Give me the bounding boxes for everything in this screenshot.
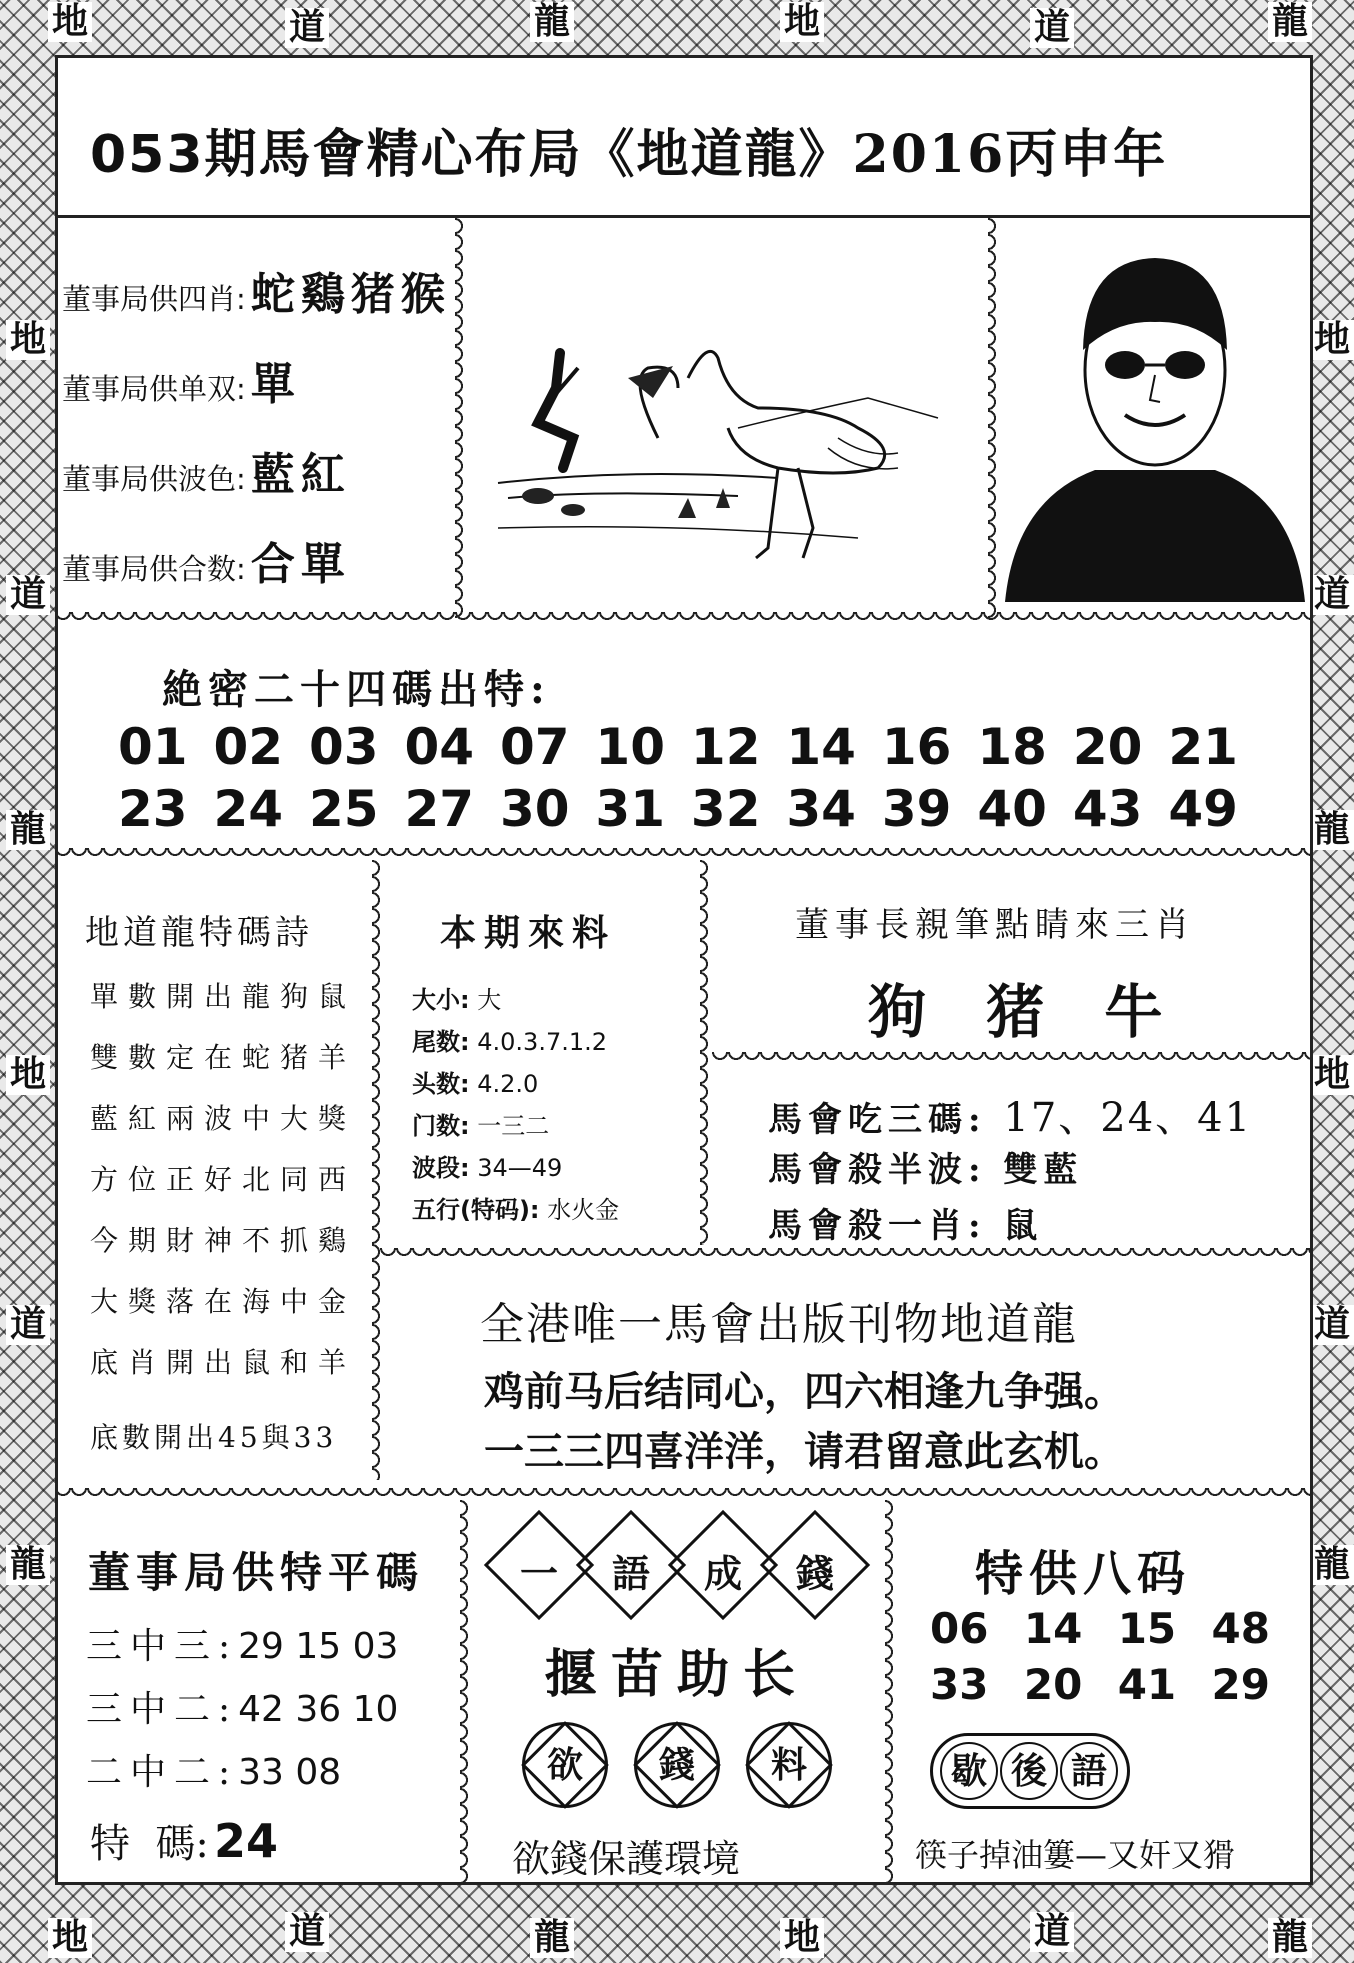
wavy-divider [885,1500,901,1885]
number: 43 [1072,780,1143,838]
poem-line: 大獎落在海中金 [90,1285,357,1318]
number: 29 [1211,1660,1270,1709]
portrait-photo [1005,250,1305,602]
poem-line: 底數開出45與33 [90,1421,338,1454]
border-char-left-4: 地 [6,1055,50,1095]
current-row [412,980,501,1015]
current-label: 大小: [412,986,470,1014]
circle-char: 料 [770,1744,807,1786]
circle-badge [522,1722,608,1808]
number: 12 [690,718,761,776]
number: 20 [1023,1660,1083,1709]
diamond-char: 錢 [795,1551,834,1596]
horse-value: 17、24、41 [1003,1095,1253,1141]
saying-text: 筷子掉油簍—又奸又猾 [915,1836,1236,1874]
number: 48 [1211,1604,1270,1653]
current-value: 一三二 [477,1112,550,1140]
wavy-divider [55,848,1313,864]
horse-label: 馬會殺一肖: [768,1206,987,1246]
current-label: 五行(特码): [412,1196,540,1224]
poem-line: 藍紅兩波中大獎 [90,1102,357,1135]
poem-line: 雙數定在蛇猪羊 [90,1041,357,1074]
board-value: 單 [250,359,301,410]
number: 34 [786,780,856,838]
border-char-top-2: 道 [285,8,329,48]
secret-numbers-row-1 [118,718,1238,776]
number: 32 [690,780,761,838]
board-row [62,528,351,592]
border-char-top-6: 龍 [1268,2,1312,42]
crane-illustration [478,228,978,608]
number: 03 [308,718,379,776]
border-char-bottom-4: 地 [780,1918,824,1958]
number: 30 [499,780,570,838]
circle-char: 欲 [546,1744,583,1786]
riddle-footer: 欲錢保護環境 [512,1837,741,1881]
flat-value: 29 15 03 [238,1626,399,1667]
number: 10 [595,718,666,776]
slogan-line-2: 鸡前马后结同心，四六相逢九争强。 [484,1369,1124,1415]
number: 33 [930,1660,989,1709]
issue-number: 053 [90,125,205,185]
wavy-divider [55,1488,1313,1504]
current-row [412,1064,538,1099]
flat-value: 33 08 [238,1752,342,1793]
number: 31 [595,780,666,838]
number: 20 [1072,718,1143,776]
horse-value: 雙藍 [1003,1150,1084,1190]
poem-line: 單數開出龍狗鼠 [90,980,357,1013]
current-value: 4.0.3.7.1.2 [477,1028,608,1056]
flat-label: 三中二: [86,1689,239,1730]
border-char-right-5: 道 [1310,1305,1354,1345]
border-char-left-5: 道 [6,1305,50,1345]
number: 14 [1023,1604,1083,1653]
chairman-title: 董事長親筆點睛來三肖 [795,905,1195,945]
slogan-line-3: 一三三四喜洋洋，请君留意此玄机。 [484,1429,1124,1475]
board-label: 董事局供四肖: [62,282,246,316]
border-char-bottom-2: 道 [285,1912,329,1952]
board-value: 藍紅 [250,449,351,500]
flat-row [86,1618,398,1669]
board-row [62,258,451,322]
secret-title: 絶密二十四碼出特: [162,666,551,713]
number: 18 [977,718,1047,776]
number: 49 [1168,780,1238,838]
current-label: 尾数: [412,1028,470,1056]
chairman-animals: 狗 猪 牛 [868,978,1183,1046]
number: 25 [308,780,379,838]
number: 07 [499,718,570,776]
border-char-right-1: 地 [1310,320,1354,360]
flat-row [86,1744,341,1795]
circle-badge [746,1722,832,1808]
number: 24 [213,780,284,838]
border-char-bottom-6: 龍 [1268,1918,1312,1958]
horse-label: 馬會殺半波: [768,1150,987,1190]
horse-row [768,1086,1252,1143]
poem-line: 底肖開出鼠和羊 [90,1346,357,1379]
riddle-phrase: 揠苗助长 [545,1644,810,1705]
current-row [412,1022,607,1057]
current-value: 大 [477,986,502,1014]
eight-row-2 [930,1660,1270,1709]
border-char-left-6: 龍 [6,1545,50,1585]
board-value: 蛇鷄猪猴 [250,269,451,320]
flat-value: 42 36 10 [238,1689,399,1730]
board-label: 董事局供单双: [62,372,246,406]
number: 27 [404,780,475,838]
border-char-right-2: 道 [1310,575,1354,615]
number: 02 [213,718,284,776]
wavy-divider [455,218,471,618]
number: 40 [977,780,1047,838]
wavy-divider [988,218,1004,618]
wavy-divider [712,1052,1313,1068]
circle-badge [634,1722,720,1808]
diamond-char: 語 [611,1551,650,1596]
flat-row [86,1681,398,1732]
board-label: 董事局供波色: [62,462,246,496]
eight-title: 特供八码 [975,1546,1192,1602]
border-char-left-1: 地 [6,320,50,360]
wavy-divider [372,860,388,1480]
number: 41 [1117,1660,1177,1709]
current-row [412,1148,562,1183]
current-row [412,1106,549,1141]
number: 21 [1168,718,1238,776]
horse-value: 鼠 [1003,1206,1044,1246]
poem-line: 今期財神不抓鷄 [90,1224,357,1257]
wavy-divider [460,1500,476,1885]
border-char-top-1: 地 [48,2,92,42]
board-row [62,348,301,412]
flat-label: 三中三: [86,1626,239,1667]
border-char-top-3: 龍 [530,2,574,42]
board-row [62,438,351,502]
current-label: 门数: [412,1112,470,1140]
board-label: 董事局供合数: [62,552,246,586]
border-char-right-6: 龍 [1310,1545,1354,1585]
number: 06 [930,1604,989,1653]
page-title [90,112,1167,187]
special-value: 24 [214,1814,279,1868]
border-char-bottom-3: 龍 [530,1918,574,1958]
oval-char: 語 [1060,1742,1118,1800]
eight-row-1 [930,1604,1270,1653]
border-char-bottom-1: 地 [48,1918,92,1958]
current-label: 头数: [412,1070,470,1098]
secret-numbers-row-2 [118,780,1238,838]
poem-line: 方位正好北同西 [90,1163,357,1196]
border-char-right-4: 地 [1310,1055,1354,1095]
current-row [412,1190,619,1225]
number: 39 [881,780,952,838]
border-char-left-3: 龍 [6,810,50,850]
current-label: 波段: [412,1154,470,1182]
oval-char: 歇 [940,1742,998,1800]
special-label: 特 碼: [90,1821,209,1867]
poem-title: 地道龍特碼詩 [85,913,313,953]
current-value: 水火金 [547,1196,620,1224]
board-value: 合單 [250,539,351,590]
number: 16 [881,718,952,776]
diamond-char: 一 [519,1551,558,1596]
number: 14 [786,718,856,776]
number: 15 [1117,1604,1177,1653]
current-title: 本期來料 [440,913,617,954]
horse-row [768,1142,1083,1191]
diamond-char: 成 [703,1551,742,1596]
current-value: 4.2.0 [477,1070,539,1098]
slogan-line-1: 全港唯一馬會出版刊物地道龍 [480,1299,1078,1350]
horse-row [768,1198,1043,1247]
horse-label: 馬會吃三碼: [768,1100,987,1140]
header-divider [55,215,1313,218]
number: 01 [118,718,188,776]
circle-char: 錢 [658,1744,695,1786]
border-char-top-4: 地 [780,2,824,42]
wavy-divider [380,1248,1313,1264]
wavy-divider [55,612,1313,628]
number: 04 [404,718,475,776]
flat-title: 董事局供特平碼 [88,1548,425,1597]
title-text: 期馬會精心布局《地道龍》2016丙申年 [204,124,1168,185]
current-value: 34—49 [477,1154,563,1182]
flat-special-row [90,1812,278,1869]
number: 23 [118,780,188,838]
border-char-bottom-5: 道 [1030,1912,1074,1952]
flat-label: 二中二: [86,1752,239,1793]
oval-char: 後 [1000,1742,1058,1800]
border-char-right-3: 龍 [1310,810,1354,850]
border-char-top-5: 道 [1030,8,1074,48]
border-char-left-2: 道 [6,575,50,615]
